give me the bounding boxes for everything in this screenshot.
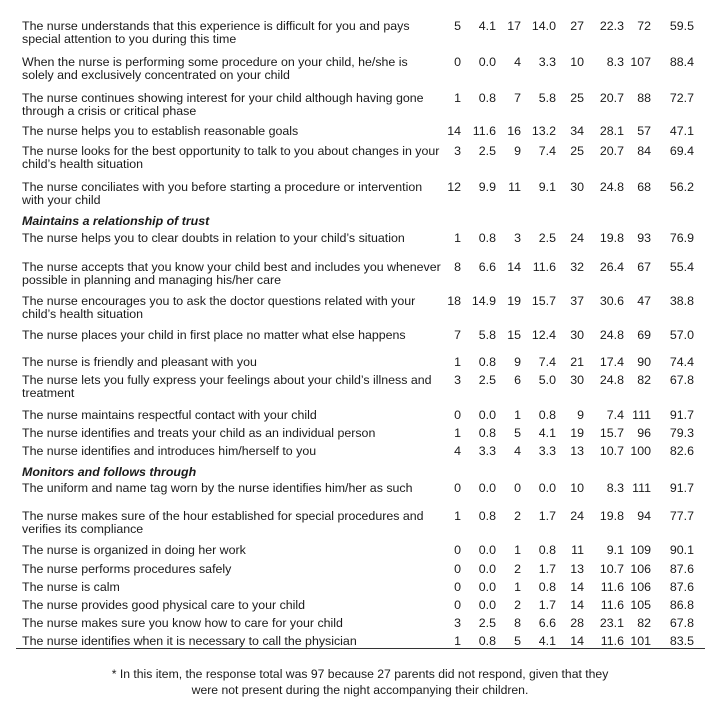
row-value-3: 4.1 — [538, 426, 556, 440]
row-value-6: 93 — [637, 231, 651, 245]
row-value-3: 3.3 — [538, 444, 556, 458]
row-value-4: 14 — [570, 634, 584, 648]
row-value-5: 11.6 — [600, 634, 624, 648]
row-value-4: 25 — [570, 144, 584, 158]
row-value-5: 15.7 — [599, 426, 624, 440]
row-value-5: 23.1 — [599, 616, 624, 630]
row-value-0: 0 — [454, 55, 461, 69]
row-value-2: 2 — [514, 598, 521, 612]
row-value-1: 0.0 — [478, 408, 496, 422]
row-label: The nurse places your child in first place no matter what else happens — [22, 328, 406, 342]
row-value-3: 7.4 — [538, 144, 556, 158]
row-value-3: 5.8 — [538, 91, 556, 105]
row-value-0: 18 — [447, 294, 461, 308]
row-label: The nurse continues showing interest for your child although having gone through a crisis or critical phase — [22, 91, 424, 119]
row-value-7: 91.7 — [669, 408, 694, 422]
row-value-1: 3.3 — [478, 444, 496, 458]
row-value-4: 13 — [570, 562, 584, 576]
row-label: The nurse is organized in doing her work — [22, 543, 246, 557]
row-value-1: 0.0 — [478, 543, 496, 557]
row-value-4: 13 — [570, 444, 584, 458]
row-value-1: 2.5 — [478, 616, 496, 630]
row-value-0: 0 — [454, 543, 461, 557]
row-value-5: 8.3 — [606, 55, 624, 69]
row-value-1: 0.8 — [478, 509, 496, 523]
row-label: The nurse helps you to clear doubts in relation to your child’s situation — [22, 231, 405, 245]
row-value-6: 57 — [637, 124, 651, 138]
row-value-1: 0.0 — [478, 598, 496, 612]
row-value-2: 4 — [514, 55, 521, 69]
row-value-4: 37 — [570, 294, 584, 308]
row-value-4: 9 — [577, 408, 584, 422]
row-value-3: 13.2 — [531, 124, 556, 138]
row-value-0: 0 — [454, 580, 461, 594]
row-value-7: 72.7 — [669, 91, 694, 105]
row-value-5: 24.8 — [599, 180, 624, 194]
row-value-2: 1 — [514, 543, 521, 557]
row-value-1: 0.0 — [478, 55, 496, 69]
row-value-6: 68 — [637, 180, 651, 194]
row-value-5: 30.6 — [599, 294, 624, 308]
row-value-2: 14 — [507, 260, 521, 274]
row-value-3: 4.1 — [538, 634, 556, 648]
row-value-0: 12 — [447, 180, 461, 194]
row-value-6: 72 — [637, 19, 651, 33]
row-value-1: 0.8 — [478, 355, 496, 369]
row-label: The nurse accepts that you know your child best and includes you whenever possible in planning and managing his/her care — [22, 260, 441, 288]
row-value-1: 11.6 — [472, 124, 496, 138]
row-value-7: 90.1 — [669, 543, 694, 557]
row-value-6: 82 — [637, 616, 651, 630]
row-value-1: 2.5 — [478, 144, 496, 158]
row-value-1: 2.5 — [478, 373, 496, 387]
row-value-2: 15 — [507, 328, 521, 342]
row-value-0: 0 — [454, 562, 461, 576]
row-value-7: 69.4 — [669, 144, 694, 158]
row-value-3: 0.8 — [538, 580, 556, 594]
row-value-7: 82.6 — [669, 444, 694, 458]
row-value-2: 9 — [514, 355, 521, 369]
row-value-3: 7.4 — [538, 355, 556, 369]
row-value-2: 2 — [514, 509, 521, 523]
row-value-5: 11.6 — [600, 598, 624, 612]
row-value-3: 1.7 — [538, 598, 556, 612]
row-value-7: 87.6 — [669, 580, 694, 594]
row-value-3: 2.5 — [538, 231, 556, 245]
row-value-5: 17.4 — [599, 355, 624, 369]
row-value-5: 10.7 — [599, 444, 624, 458]
row-value-7: 91.7 — [669, 481, 694, 495]
row-value-5: 10.7 — [599, 562, 624, 576]
row-value-4: 24 — [570, 231, 584, 245]
row-value-5: 11.6 — [600, 580, 624, 594]
row-value-6: 96 — [637, 426, 651, 440]
row-value-6: 90 — [637, 355, 651, 369]
row-label: The nurse lets you fully express your feelings about your child’s illness and treatment — [22, 373, 432, 401]
row-label: The nurse identifies when it is necessary to call the physician — [22, 634, 357, 648]
row-value-4: 21 — [570, 355, 584, 369]
row-value-2: 16 — [507, 124, 521, 138]
row-value-2: 11 — [508, 180, 521, 194]
row-value-0: 0 — [454, 598, 461, 612]
row-value-2: 3 — [514, 231, 521, 245]
row-value-7: 67.8 — [669, 616, 694, 630]
row-value-1: 0.8 — [478, 634, 496, 648]
row-value-2: 2 — [514, 562, 521, 576]
row-value-7: 67.8 — [669, 373, 694, 387]
row-value-3: 12.4 — [531, 328, 556, 342]
row-value-7: 47.1 — [669, 124, 694, 138]
row-value-4: 24 — [570, 509, 584, 523]
row-value-4: 10 — [570, 481, 584, 495]
row-value-3: 14.0 — [531, 19, 556, 33]
row-value-4: 11 — [571, 543, 584, 557]
row-value-0: 14 — [447, 124, 461, 138]
row-value-7: 88.4 — [669, 55, 694, 69]
row-value-5: 24.8 — [599, 328, 624, 342]
row-value-2: 5 — [514, 426, 521, 440]
row-value-5: 28.1 — [599, 124, 624, 138]
row-value-0: 1 — [454, 634, 461, 648]
row-label: The nurse looks for the best opportunity to talk to you about changes in your child’s health situation — [22, 144, 440, 172]
row-label: The nurse maintains respectful contact with your child — [22, 408, 317, 422]
row-value-7: 55.4 — [669, 260, 694, 274]
row-value-2: 0 — [514, 481, 521, 495]
row-value-6: 111 — [632, 481, 651, 495]
row-value-2: 9 — [514, 144, 521, 158]
row-value-1: 0.8 — [478, 91, 496, 105]
row-value-4: 14 — [570, 598, 584, 612]
row-value-1: 0.0 — [478, 580, 496, 594]
section-heading: Monitors and follows through — [22, 465, 197, 479]
row-value-4: 25 — [570, 91, 584, 105]
row-value-0: 1 — [454, 426, 461, 440]
row-value-2: 4 — [514, 444, 521, 458]
row-value-5: 26.4 — [599, 260, 624, 274]
row-value-7: 77.7 — [669, 509, 694, 523]
row-value-2: 7 — [514, 91, 521, 105]
row-value-3: 0.8 — [538, 408, 556, 422]
row-value-0: 1 — [454, 355, 461, 369]
row-value-0: 8 — [454, 260, 461, 274]
row-value-6: 101 — [630, 634, 651, 648]
row-value-1: 9.9 — [478, 180, 496, 194]
row-value-4: 19 — [570, 426, 584, 440]
row-value-6: 111 — [632, 408, 651, 422]
row-value-7: 74.4 — [669, 355, 694, 369]
row-value-6: 82 — [637, 373, 651, 387]
row-value-3: 15.7 — [531, 294, 556, 308]
row-value-7: 56.2 — [669, 180, 694, 194]
row-value-7: 87.6 — [669, 562, 694, 576]
row-value-4: 14 — [570, 580, 584, 594]
row-value-7: 79.3 — [669, 426, 694, 440]
row-value-1: 4.1 — [478, 19, 496, 33]
row-value-3: 0.8 — [538, 543, 556, 557]
row-value-5: 7.4 — [606, 408, 624, 422]
row-value-1: 0.0 — [478, 481, 496, 495]
row-value-0: 0 — [454, 408, 461, 422]
row-value-0: 3 — [454, 616, 461, 630]
row-value-3: 5.0 — [538, 373, 556, 387]
row-value-5: 20.7 — [599, 91, 624, 105]
row-value-1: 0.8 — [478, 231, 496, 245]
row-label: The uniform and name tag worn by the nurse identifies him/her as such — [22, 481, 413, 495]
row-label: The nurse makes sure of the hour established for special procedures and verifies its compliance — [22, 509, 424, 537]
row-value-0: 0 — [454, 481, 461, 495]
row-value-4: 30 — [570, 373, 584, 387]
row-label: The nurse provides good physical care to your child — [22, 598, 306, 612]
row-value-2: 1 — [514, 580, 521, 594]
row-value-4: 32 — [570, 260, 584, 274]
row-value-0: 5 — [454, 19, 461, 33]
row-value-4: 27 — [570, 19, 584, 33]
row-value-7: 86.8 — [669, 598, 694, 612]
row-value-5: 9.1 — [606, 543, 624, 557]
row-value-2: 1 — [514, 408, 521, 422]
row-value-1: 14.9 — [471, 294, 496, 308]
row-value-3: 0.0 — [538, 481, 556, 495]
row-value-3: 9.1 — [538, 180, 556, 194]
row-value-3: 6.6 — [538, 616, 556, 630]
row-value-3: 1.7 — [538, 562, 556, 576]
row-value-6: 100 — [630, 444, 651, 458]
row-value-5: 19.8 — [599, 231, 624, 245]
row-value-4: 30 — [570, 180, 584, 194]
row-value-5: 8.3 — [606, 481, 624, 495]
row-value-0: 1 — [454, 509, 461, 523]
row-value-7: 59.5 — [669, 19, 694, 33]
row-value-2: 6 — [514, 373, 521, 387]
row-value-6: 109 — [630, 543, 651, 557]
row-value-6: 47 — [637, 294, 651, 308]
row-value-6: 94 — [637, 509, 651, 523]
row-label: The nurse identifies and introduces him/herself to you — [22, 444, 317, 458]
row-value-5: 19.8 — [599, 509, 624, 523]
row-label: The nurse helps you to establish reasonable goals — [22, 124, 299, 138]
row-value-6: 84 — [637, 144, 651, 158]
row-value-0: 1 — [454, 231, 461, 245]
row-value-4: 10 — [570, 55, 584, 69]
row-value-1: 5.8 — [478, 328, 496, 342]
row-value-0: 1 — [454, 91, 461, 105]
table-bottom-rule — [16, 648, 705, 649]
row-value-2: 19 — [507, 294, 521, 308]
row-value-0: 3 — [454, 373, 461, 387]
row-value-6: 106 — [630, 562, 651, 576]
row-value-0: 7 — [454, 328, 461, 342]
row-label: The nurse conciliates with you before starting a procedure or intervention with your child — [22, 180, 423, 208]
row-value-7: 38.8 — [669, 294, 694, 308]
row-value-4: 28 — [570, 616, 584, 630]
row-value-2: 8 — [514, 616, 521, 630]
row-label: The nurse understands that this experience is difficult for you and pays special attention to you during this time — [22, 19, 410, 47]
row-value-6: 88 — [637, 91, 651, 105]
row-value-1: 0.8 — [478, 426, 496, 440]
row-value-4: 34 — [570, 124, 584, 138]
row-label: The nurse identifies and treats your child as an individual person — [22, 426, 376, 440]
row-label: The nurse is friendly and pleasant with you — [22, 355, 257, 369]
footnote-line-2: were not present during the night accompanying their children. — [191, 683, 529, 697]
row-label: When the nurse is performing some procedure on your child, he/she is solely and exclusively concentrated on your child — [22, 55, 408, 83]
row-value-5: 22.3 — [599, 19, 624, 33]
row-value-2: 17 — [507, 19, 521, 33]
row-value-7: 76.9 — [669, 231, 694, 245]
row-value-6: 105 — [630, 598, 651, 612]
row-value-7: 57.0 — [669, 328, 694, 342]
row-label: The nurse encourages you to ask the doctor questions related with your child’s health situation — [22, 294, 416, 322]
row-value-5: 24.8 — [599, 373, 624, 387]
row-value-4: 30 — [570, 328, 584, 342]
row-value-7: 83.5 — [669, 634, 694, 648]
row-label: The nurse performs procedures safely — [22, 562, 232, 576]
row-value-1: 0.0 — [478, 562, 496, 576]
row-value-1: 6.6 — [478, 260, 496, 274]
row-value-6: 67 — [637, 260, 651, 274]
row-value-3: 3.3 — [538, 55, 556, 69]
table-footnote — [40, 666, 680, 698]
section-heading: Maintains a relationship of trust — [22, 214, 210, 228]
row-value-2: 5 — [514, 634, 521, 648]
row-label: The nurse makes sure you know how to care for your child — [22, 616, 343, 630]
row-value-3: 1.7 — [538, 509, 556, 523]
row-value-0: 3 — [454, 144, 461, 158]
row-value-6: 69 — [637, 328, 651, 342]
row-value-3: 11.6 — [532, 260, 556, 274]
row-label: The nurse is calm — [22, 580, 120, 594]
footnote-line-1: * In this item, the response total was 97 because 27 parents did not respond, given that they — [111, 667, 609, 681]
row-value-5: 20.7 — [599, 144, 624, 158]
row-value-0: 4 — [454, 444, 461, 458]
row-value-6: 106 — [630, 580, 651, 594]
row-value-6: 107 — [630, 55, 651, 69]
